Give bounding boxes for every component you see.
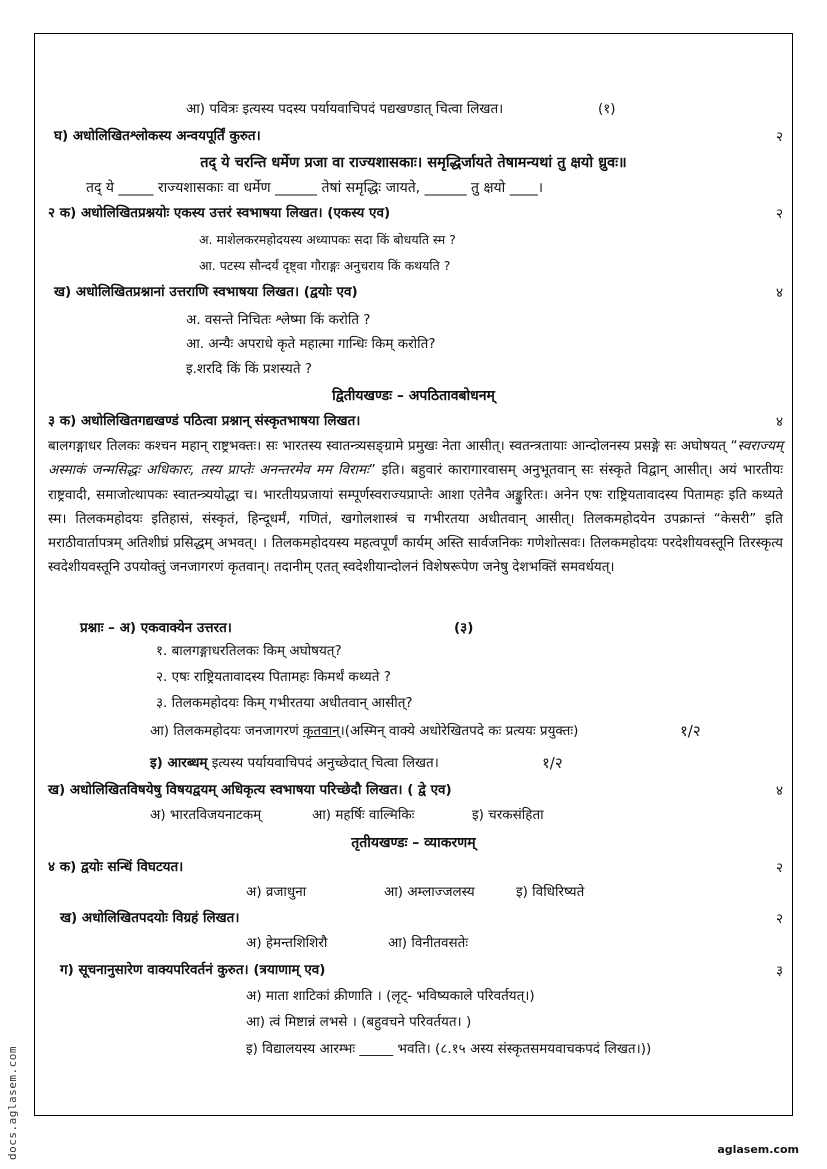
- q1-a-mark: (१): [598, 101, 616, 117]
- g-item-1: अ) माता शाटिकां क्रीणाति । (लृट्- भविष्यकाले परिवर्तयत्।): [246, 988, 535, 1004]
- question-i-rest: इत्यस्य पर्यायवाचिपदं अनुच्छेदात् चित्वा लिखत।: [207, 755, 439, 771]
- topic-3: इ) चरकसंहिता: [472, 807, 544, 823]
- sandhi-2: आ) अम्लाज्जलस्य: [384, 884, 475, 900]
- section3-title: तृतीयखण्डः – व्याकरणम्: [351, 835, 476, 851]
- q1-a-text: आ) पवित्रः इत्यस्य पदस्य पर्यायवाचिपदं पद्यखण्डात् चित्वा लिखत।: [186, 101, 504, 117]
- passage-part1: बालगङ्गाधर तिलकः कश्चन महान् राष्ट्रभक्तः। सः भारतस्य स्वातन्त्र्यसङ्ग्रामे प्रमुखः नेता आसीत्। स्वतन्त्रतायाः आन्दोलनस्य प्रसङ्गे सः अघोषयत् “: [48, 438, 738, 454]
- underlined-word: कृतवान्: [303, 723, 340, 739]
- question-3: ३. तिलकमहोदयः किम् गभीरतया अधीतवान् आसीत्?: [156, 695, 413, 711]
- footer-site: aglasem.com: [717, 1143, 799, 1156]
- prashnah-heading: प्रश्नाः – अ) एकवाक्येन उत्तरत।: [80, 620, 232, 636]
- question-1: १. बालगङ्गाधरतिलकः किम् अघोषयत्?: [156, 643, 342, 659]
- q4-g-heading: ग) सूचनानुसारेण वाक्यपरिवर्तनं कुरुत। (त्रयाणाम् एव): [60, 962, 326, 978]
- q2-kh-mark: ४: [776, 285, 784, 301]
- question-i: [150, 754, 439, 772]
- q3-kh-heading: ख) अधोलिखितविषयेषु विषयद्वयम् अधिकृत्य स्वभाषया परिच्छेदौ लिखत। ( द्वे एव): [48, 782, 452, 798]
- anvaya-fill: तद् ये _____ राज्यशासकाः वा धर्मेण ______ तेषां समृद्धिः जायते, ______ तु क्षयो ____।: [86, 180, 544, 196]
- q2-kh-i: इ.शरदि किं किं प्रशस्यते ?: [186, 361, 312, 377]
- q1-gh-heading: घ) अधोलिखितश्लोकस्य अन्वयपूर्तिं कुरुत।: [54, 128, 261, 144]
- question-2: २. एषः राष्ट्रियतावादस्य पितामहः किमर्थं कथ्यते ?: [156, 669, 391, 685]
- q2-k-heading: २ क) अधोलिखितप्रश्नयोः एकस्य उत्तरं स्वभाषया लिखत। (एकस्य एव): [48, 205, 391, 221]
- topic-1: अ) भारतविजयनाटकम्: [150, 807, 262, 823]
- q3-kh-mark: ४: [776, 783, 784, 799]
- vigraha-2: आ) विनीतवसतेः: [388, 935, 469, 951]
- question-i-word: इ) आरब्धम्: [150, 755, 208, 771]
- section2-title: द्वितीयखण्डः – अपठितावबोधनम्: [332, 388, 495, 404]
- question-aa-post: ।(अस्मिन् वाक्ये अधोरेखितपदे कः प्रत्ययः प्रयुक्तः): [339, 723, 579, 739]
- g-item-3: इ) विद्यालयस्य आरम्भः _____ भवति। (८.१५ अस्य संस्कृतसमयवाचकपदं लिखत।)): [246, 1041, 652, 1057]
- side-watermark: docs.aglasem.com: [6, 1046, 19, 1160]
- q1-gh-mark: २: [776, 129, 784, 145]
- question-aa-mark: १/२: [680, 722, 701, 740]
- q3-k-heading: ३ क) अधोलिखितगद्यखण्डं पठित्वा प्रश्नान् संस्कृतभाषया लिखत।: [48, 413, 361, 429]
- question-aa-pre: आ) तिलकमहोदयः जनजागरणं: [150, 723, 304, 739]
- q4-g-mark: ३: [776, 963, 784, 979]
- question-i-mark: १/२: [542, 754, 563, 772]
- question-aa: [150, 722, 578, 740]
- vigraha-1: अ) हेमन्तशिशिरौ: [246, 935, 328, 951]
- q2-kh-a: अ. वसन्ते निचितः श्लेष्मा किं करोति ?: [186, 312, 371, 328]
- q4-k-heading: ४ क) द्वयोः सन्धिं विघटयत।: [48, 859, 184, 875]
- q2-k-a: अ. माशेलकरमहोदयस्य अध्यापकः सदा किं बोधयति स्म ?: [199, 232, 456, 247]
- q2-kh-heading: ख) अधोलिखितप्रश्नानां उत्तराणि स्वभाषया लिखत। (द्वयोः एव): [54, 284, 358, 300]
- g-item-2: आ) त्वं मिष्टान्नं लभसे । (बहुवचने परिवर्तयत। ): [246, 1014, 472, 1030]
- passage-part2: ” इति। बहुवारं कारागारवासम् अनुभूतवान् सः संस्कृते विद्वान् आसीत्। अयं भारतीयः राष्ट्रवादी, समाजोत्थापकः स्वातन्त्र्ययोद्धा च। भारतीयप्रजायां सम्पूर्णस्वराज्यप्राप्तेः आशा एतेनैव अङ्कुरितः। अनेन एषः राष्ट्रियतावादस्य पितामहः इति कथ्यते स्म। तिलकमहोदयः इतिहासं, संस्कृतं, हिन्दूधर्मं, गणितं, खगोलशास्त्रं च गभीरतया अधीतवान् आसीत्। तिलकमहोदयेन उपक्रान्तं “केसरी” इति मराठीवार्तापत्रम् अतिशीघ्रं प्रसिद्धम् अभवत्। । तिलकमहोदयस्य महत्वपूर्णं कार्यम् अस्ति सार्वजनिकः गणेशोत्सवः। तिलकमहोदयः परदेशीयवस्तूनि तिरस्कृत्य स्वदेशीयवस्तूनि उपयोक्तुं जनजागरणं कृतवान्। तदानीम् एतत् स्वदेशीयान्दोलनं विशेषरूपेण जनेषु देशभक्तिं समवर्धयत्।: [48, 462, 783, 576]
- q4-kh-heading: ख) अधोलिखितपदयोः विग्रहं लिखत।: [60, 910, 240, 926]
- passage: [48, 434, 783, 580]
- shloka: तद् ये चरन्ति धर्मेण प्रजा वा राज्यशासकाः। समृद्धिर्जायते तेषामन्यथां तु क्षयो ध्रुवः॥: [200, 155, 627, 171]
- topic-2: आ) महर्षिः वाल्मिकिः: [312, 807, 415, 823]
- q4-k-mark: २: [776, 860, 784, 876]
- sandhi-1: अ) व्रजाधुना: [246, 884, 307, 900]
- q2-k-mark: २: [776, 206, 784, 222]
- q4-kh-mark: २: [776, 911, 784, 927]
- q3-k-mark: ४: [776, 414, 784, 430]
- sandhi-3: इ) विधिरिष्यते: [516, 884, 585, 900]
- q2-kh-aa: आ. अन्यैः अपराधे कृते महात्मा गान्धिः किम् करोति?: [186, 336, 436, 352]
- q2-k-aa: आ. पटस्य सौन्दर्यं दृष्ट्वा गौराङ्गः अनुचराय किं कथयति ?: [199, 258, 451, 273]
- passage-quote: स्वराज्यम् अस्माकं जन्मसिद्धः अधिकारः, तस्य प्राप्तेः अनन्तरमेव मम विरामः: [48, 438, 783, 479]
- prashnah-mark: (३): [454, 620, 474, 636]
